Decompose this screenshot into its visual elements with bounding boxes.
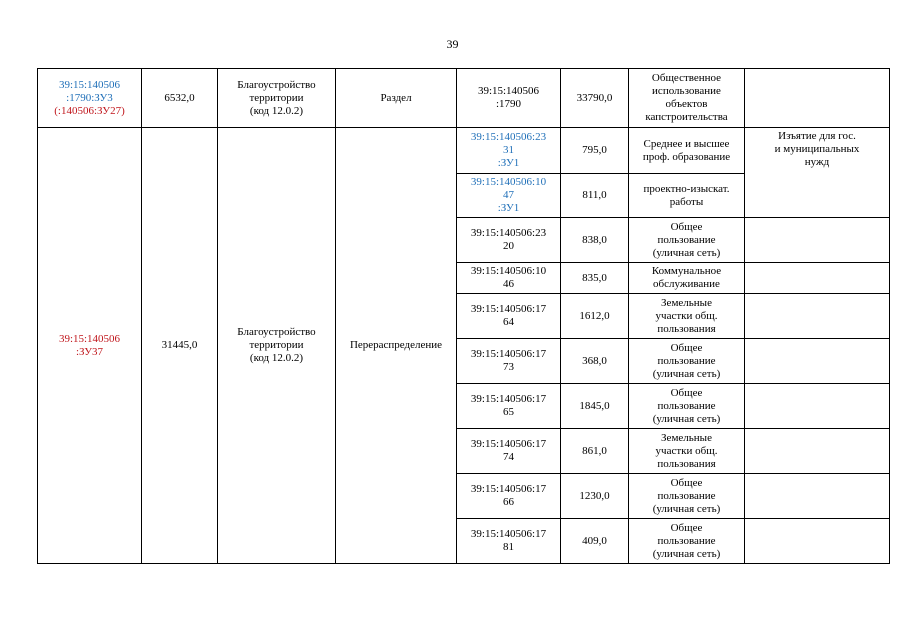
source-area-cell: 861,0 xyxy=(561,429,629,474)
source-use-line: Общее xyxy=(670,386,703,399)
source-plot-cell xyxy=(457,69,561,128)
source-use-line: работы xyxy=(669,195,704,208)
note-cell xyxy=(745,294,890,339)
source-area-cell: 795,0 xyxy=(561,128,629,174)
permitted-use-cell xyxy=(218,69,336,128)
source-area-cell: 33790,0 xyxy=(561,69,629,128)
source-use-line: Земельные xyxy=(661,431,712,444)
source-use-cell xyxy=(629,429,745,474)
source-area-cell: 1230,0 xyxy=(561,474,629,519)
source-use-line: пользование xyxy=(657,233,716,246)
source-use-line: проектно-изыскат. xyxy=(643,182,730,195)
source-plot-cell xyxy=(457,384,561,429)
source-line: 31 xyxy=(503,144,514,156)
source-use-cell xyxy=(629,384,745,429)
source-line: 39:15:140506:17 xyxy=(470,528,547,540)
use-line: территории xyxy=(249,339,304,351)
formation-method-cell: Раздел xyxy=(336,69,457,128)
source-use-line: использование xyxy=(652,85,721,97)
source-area-cell: 838,0 xyxy=(561,218,629,263)
source-use-line: пользования xyxy=(657,457,716,470)
source-plot-cell xyxy=(457,519,561,564)
page-number: 39 xyxy=(446,37,459,51)
source-use-line: Коммунальное xyxy=(651,265,722,277)
source-use-cell xyxy=(629,474,745,519)
source-area-cell: 1845,0 xyxy=(561,384,629,429)
source-plot-cell xyxy=(457,218,561,263)
source-area-cell: 811,0 xyxy=(561,174,629,218)
source-line: 39:15:140506:23 xyxy=(470,131,547,143)
use-line: территории xyxy=(249,91,304,104)
source-use-line: Земельные xyxy=(661,296,712,309)
source-line: 39:15:140506:17 xyxy=(470,438,547,450)
source-line: 39:15:140506 xyxy=(477,85,540,97)
source-use-line: пользование xyxy=(657,399,716,412)
source-line: 65 xyxy=(503,406,514,418)
source-area-cell: 1612,0 xyxy=(561,294,629,339)
source-area-cell: 835,0 xyxy=(561,263,629,294)
note-line: нужд xyxy=(804,156,830,168)
source-line: 81 xyxy=(503,541,514,553)
use-line: (код 12.0.2) xyxy=(249,104,304,117)
use-line: Благоустройство xyxy=(237,78,316,91)
source-use-line: пользование xyxy=(657,534,716,547)
source-use-line: объектов xyxy=(665,98,708,110)
source-area-cell: 368,0 xyxy=(561,339,629,384)
source-plot-cell xyxy=(457,339,561,384)
source-use-cell xyxy=(629,69,745,128)
source-use-line: Общее xyxy=(670,521,703,534)
source-use-line: участки общ. xyxy=(655,309,718,322)
source-use-line: капстроительства xyxy=(645,111,728,123)
source-plot-cell xyxy=(457,429,561,474)
note-cell xyxy=(745,474,890,519)
note-line: и муниципальных xyxy=(774,143,860,155)
use-line: (код 12.0.2) xyxy=(249,352,304,364)
source-use-cell xyxy=(629,218,745,263)
source-use-cell xyxy=(629,263,745,294)
source-plot-cell xyxy=(457,174,561,218)
source-line: 74 xyxy=(503,451,514,463)
source-area-cell: 409,0 xyxy=(561,519,629,564)
source-line: 64 xyxy=(503,316,514,328)
note-cell xyxy=(745,69,890,128)
source-use-cell xyxy=(629,339,745,384)
source-line: 39:15:140506:17 xyxy=(470,348,547,360)
formation-method-cell: Перераспределение xyxy=(336,128,457,564)
permitted-use-cell xyxy=(218,128,336,564)
source-use-line: Общее xyxy=(670,220,703,233)
source-line: 39:15:140506:17 xyxy=(470,393,547,405)
source-use-line: Общественное xyxy=(651,72,722,84)
source-use-line: обслуживание xyxy=(653,278,720,290)
source-use-cell xyxy=(629,174,745,218)
source-line: 39:15:140506:17 xyxy=(470,303,547,315)
plot-number-line: :1790:ЗУ3 xyxy=(66,91,113,104)
table-row xyxy=(38,69,890,128)
source-use-cell xyxy=(629,294,745,339)
land-plots-table xyxy=(37,68,890,564)
source-line: 20 xyxy=(503,240,514,252)
source-use-line: (уличная сеть) xyxy=(652,246,721,259)
source-use-line: проф. образование xyxy=(642,150,731,163)
source-line: 39:15:140506:10 xyxy=(470,176,547,188)
source-use-line: (уличная сеть) xyxy=(652,547,721,560)
plot-number-note: (:140506:ЗУ27) xyxy=(54,104,125,117)
source-plot-cell xyxy=(457,474,561,519)
note-cell xyxy=(745,339,890,384)
area-cell: 31445,0 xyxy=(142,128,218,564)
note-cell xyxy=(745,429,890,474)
source-plot-cell xyxy=(457,263,561,294)
source-use-cell xyxy=(629,128,745,174)
source-use-line: участки общ. xyxy=(655,444,718,457)
source-line: 39:15:140506:23 xyxy=(470,227,547,239)
source-line: 73 xyxy=(503,361,514,373)
source-line: 66 xyxy=(503,496,514,508)
plot-number-line: 39:15:140506 xyxy=(58,78,121,91)
source-use-line: (уличная сеть) xyxy=(652,412,721,425)
source-use-line: Среднее и высшее xyxy=(643,137,730,150)
source-line: :ЗУ1 xyxy=(497,157,520,169)
area-cell: 6532,0 xyxy=(142,69,218,128)
source-use-line: Общее xyxy=(670,341,703,354)
plot-number-cell xyxy=(38,128,142,564)
source-use-line: пользование xyxy=(657,489,716,502)
table-row xyxy=(38,128,890,174)
source-use-line: (уличная сеть) xyxy=(652,502,721,515)
source-use-line: пользования xyxy=(657,322,716,335)
source-line: 47 xyxy=(503,189,514,201)
plot-number-cell xyxy=(38,69,142,128)
note-cell xyxy=(745,263,890,294)
source-plot-cell xyxy=(457,294,561,339)
plot-number-line: :ЗУ37 xyxy=(75,345,104,358)
use-line: Благоустройство xyxy=(237,326,316,338)
source-line: :ЗУ1 xyxy=(497,202,520,214)
note-cell xyxy=(745,519,890,564)
source-line: 39:15:140506:10 xyxy=(470,265,547,277)
source-line: :1790 xyxy=(495,98,522,110)
plot-number-line: 39:15:140506 xyxy=(58,332,121,345)
source-line: 46 xyxy=(503,278,514,290)
source-use-line: (уличная сеть) xyxy=(652,367,721,380)
note-line: Изъятие для гос. xyxy=(778,130,856,142)
note-cell xyxy=(745,384,890,429)
source-use-line: Общее xyxy=(670,476,703,489)
source-use-cell xyxy=(629,519,745,564)
note-cell xyxy=(745,218,890,263)
source-line: 39:15:140506:17 xyxy=(470,483,547,495)
note-cell xyxy=(745,128,890,218)
source-use-line: пользование xyxy=(657,354,716,367)
source-plot-cell xyxy=(457,128,561,174)
